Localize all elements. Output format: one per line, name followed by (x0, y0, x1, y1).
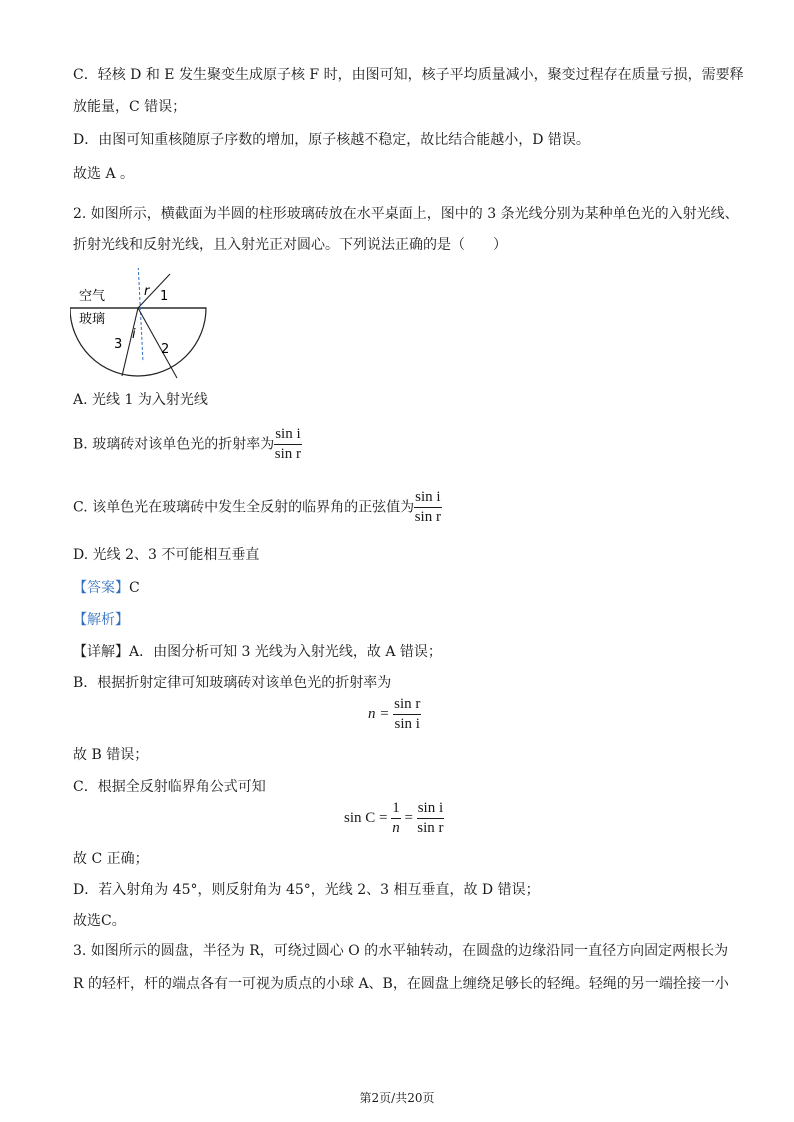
eq1-lhs: n = (368, 706, 390, 722)
label-angle-r: r (144, 284, 150, 299)
label-glass: 玻璃 (79, 312, 106, 327)
question3-stem-b: R 的轻杆，杆的端点各有一可视为质点的小球 A、B，在圆盘上缠绕足够长的轻绳。轻绳的另一端拴接一小 (73, 976, 729, 992)
label-air: 空气 (79, 289, 106, 304)
page-footer: 第2页/共20页 (359, 1091, 435, 1105)
option-c-text: C. 该单色光在玻璃砖中发生全反射的临界角的正弦值为 (73, 499, 415, 516)
eq1-numerator: sin r (393, 696, 421, 715)
option-b-denominator: sin r (274, 446, 302, 462)
option-b-numerator: sin i (274, 426, 301, 445)
text-line-d-option: D．由图可知重核随原子序数的增加，原子核越不稳定，故比结合能越小，D 错误。 (73, 132, 590, 148)
answer-line (73, 579, 140, 597)
answer-tag: 【答案】 (73, 580, 129, 596)
c-right-line: 故 C 正确； (73, 851, 149, 867)
label-ray-1: 1 (160, 289, 169, 304)
eq1-fraction (393, 696, 421, 733)
eq1-denominator: sin i (394, 716, 420, 732)
eq2-numerator-1: 1 (391, 800, 401, 819)
text-line-choose-a: 故选 A 。 (73, 166, 135, 182)
eq2-denominator-1: n (392, 820, 400, 836)
eq2-fraction-1 (391, 800, 401, 837)
option-d: D. 光线 2、3 不可能相互垂直 (73, 547, 260, 563)
choose-c-line: 故选C。 (73, 913, 126, 929)
analysis-tag: 【解析】 (73, 612, 129, 628)
text-line-c-option-a: C．轻核 D 和 E 发生聚变生成原子核 F 时，由图可知，核子平均质量减小，聚变过程存在质量亏损，需要释 (73, 67, 744, 83)
optics-figure (70, 268, 210, 380)
option-c-fraction (414, 489, 441, 526)
option-c-numerator: sin i (414, 489, 441, 508)
label-ray-2: 2 (161, 342, 170, 357)
equation-critical-angle (344, 800, 444, 837)
detail-a-text: A．由图分析可知 3 光线为入射光线，故 A 错误； (129, 644, 442, 660)
answer-value: C (129, 580, 140, 596)
eq2-denominator-2: sin r (417, 820, 444, 836)
label-angle-i: i (132, 327, 136, 342)
option-b-fraction (274, 426, 301, 463)
detail-d-line: D．若入射角为 45°，则反射角为 45°，光线 2、3 相互垂直，故 D 错误； (73, 882, 540, 898)
optics-diagram (70, 268, 210, 380)
option-c (73, 489, 442, 526)
question3-stem-a: 3. 如图所示的圆盘，半径为 R，可绕过圆心 O 的水平轴转动，在圆盘的边缘沿同一直径方向固定两根长为 (73, 943, 729, 959)
equation-refractive-index (368, 696, 421, 733)
option-a: A. 光线 1 为入射光线 (73, 392, 208, 408)
question2-stem-a: 2. 如图所示，横截面为半圆的柱形玻璃砖放在水平桌面上，图中的 3 条光线分别为某种单色光的入射光线、 (73, 206, 739, 222)
ray-3-line (122, 308, 138, 376)
option-c-denominator: sin r (414, 509, 441, 525)
b-wrong-line: 故 B 错误； (73, 747, 149, 763)
option-b-text: B. 玻璃砖对该单色光的折射率为 (73, 436, 275, 453)
option-b (73, 426, 302, 463)
detail-c-line: C．根据全反射临界角公式可知 (73, 779, 266, 795)
eq2-equals: = (404, 810, 413, 826)
detail-tag: 【详解】 (73, 644, 129, 660)
detail-a-line (73, 643, 442, 661)
detail-b-line: B．根据折射定律可知玻璃砖对该单色光的折射率为 (73, 675, 392, 691)
eq2-numerator-2: sin i (417, 800, 444, 819)
ray-2-line (138, 308, 177, 378)
eq2-fraction-2 (417, 800, 444, 837)
text-line-c-option-b: 放能量，C 错误； (73, 99, 187, 115)
eq2-lhs: sin C = (344, 810, 388, 826)
label-ray-3: 3 (114, 337, 123, 352)
question2-stem-b: 折射光线和反射光线，且入射光正对圆心。下列说法正确的是（ ） (73, 237, 507, 253)
